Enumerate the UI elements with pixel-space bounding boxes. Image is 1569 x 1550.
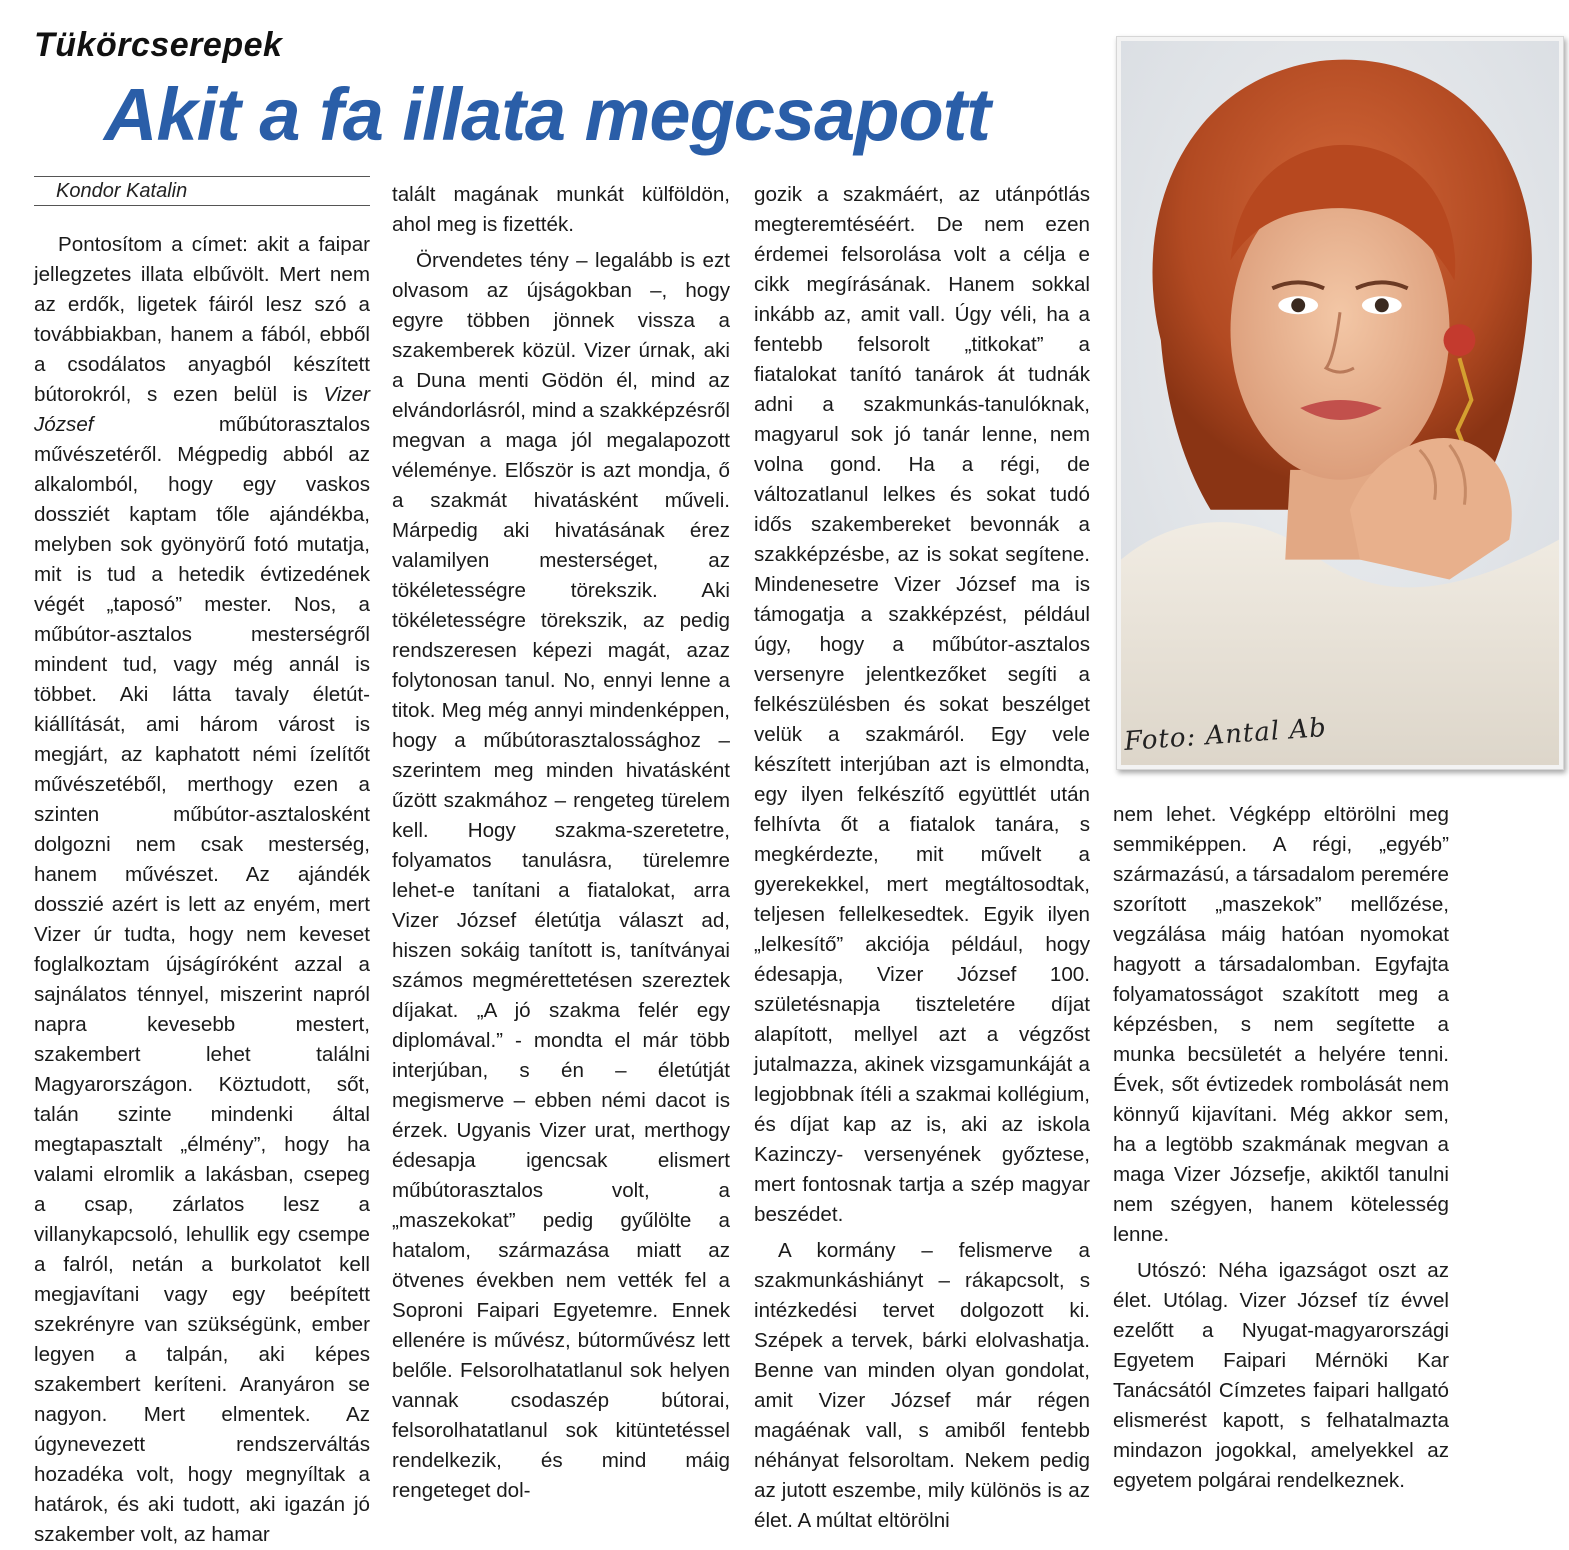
paragraph (34, 230, 370, 1550)
portrait-illustration (1121, 41, 1559, 765)
author-byline: Kondor Katalin (34, 176, 370, 206)
text-span: Pontosítom a címet: akit a faipar jellegzetes illata elbűvölt. Mert nem az erdők, ligetek fáiról lesz szó a továbbiakban, hanem a fából, ebből a csodálatos anyagból készített bútorokról, s ezen belül is (34, 233, 370, 406)
paragraph: Örvendetes tény – legalább is ezt olvasom az újságokban –, hogy egyre többen jönnek vissza a szakemberek közül. Vizer úrnak, aki a Duna menti Gödön él, mind az elvándorlásról, mind a szakképzésről megvan a maga jól megalapozott véleménye. Először is azt mondja, ő a szakmát hivatásként műveli. Márpedig aki hivatásának érez valamilyen mesterséget, az tökéletességre törekszik. Aki tökéletességre törekszik, az pedig rendszeresen képezi magát, azaz folytonosan tanul. No, ennyi lenne a titok. Meg még annyi mindenképpen, hogy a műbútorasztalossághoz – szerintem meg minden hivatásként űzött szakmához – rengeteg türelem kell. Hogy szakma-szeretetre, folyamatos tanulásra, türelemre lehet-e tanítani a fiatalokat, arra Vizer József életútja választ ad, hiszen sokáig tanított is, tanítványai számos megmérettetésen szereztek díjakat. „A jó szakma felér egy diplomával.” - mondta el már több interjúban, s én – életútját megismerve – ebben némi dacot is érzek. Ugyanis Vizer urat, merthogy édesapja igencsak elismert műbútorasztalos volt, a „maszekokat” pedig gyűlölte a hatalom, származása miatt az ötvenes években nem vették fel a Soproni Faipari Egyetemre. Ennek ellenére is művész, bútorművész lett belőle. Felsorolhatatlanul sok helyen vannak csodaszép bútorai, felsorolhatatlanul sok kitüntetéssel rendelkezik, és mind máig rengeteget dol- (392, 249, 730, 1502)
paragraph: talált magának munkát külföldön, ahol meg is fizették. (392, 183, 730, 236)
article-column-2 (392, 180, 730, 1530)
article-title: Akit a fa illata megcsapott (104, 73, 990, 156)
paragraph: nem lehet. Végképp eltörölni meg semmiképpen. A régi, „egyéb” származású, a társadalom peremére szorított „maszekok” mellőzése, vegzálása máig hatóan nyomokat hagyott a társadalomban. Egyfajta folyamatosságot szakított meg a képzésben, s nem segítette a munka becsületét a helyére tenni. Évek, sőt évtizedek rombolását nem könnyű kijavítani. Még akkor sem, ha a legtöbb szakmának megvan a maga Vizer Józsefje, akiktől tanulni nem szégyen, hanem kötelesség lenne. (1113, 803, 1449, 1246)
section-label: Tükörcserepek (34, 26, 283, 64)
photo-credit: Foto: Antal Ab (1123, 712, 1328, 758)
article-column-1 (34, 230, 370, 1546)
portrait-photo (1116, 36, 1564, 770)
name-emphasis: Vizer József (34, 383, 370, 436)
text-span: műbútorasztalos művészetéről. Mégpedig abból az alkalomból, hogy egy vaskos dossziét kaptam tőle ajándékba, melyben sok gyönyörű fotó mutatja, mit is tud a hetedik évtizedének végét „taposó” mester. Nos, a műbútor-asztalos mesterségről mindent tud, vagy még annál is többet. Aki látta tavaly életút-kiállítását, ami három várost is megjárt, az kaphatott némi ízelítőt művészetéből, merthogy ezen a szinten műbútor-asztalosként dolgozni nem csak mesterség, hanem művészet. Az ajándék dosszié azért is lett az enyém, mert Vizer úr tudta, hogy nem keveset foglalkoztam újságíróként azzal a sajnálatos ténnyel, miszerint napról napra kevesebb mestert, szakembert lehet találni Magyarországon. Köztudott, sőt, talán szinte mindenki által megtapasztalt „élmény”, hogy ha valami elromlik a lakásban, csepeg a csap, zárlatos lesz a villanykapcsoló, lehullik egy csempe a falról, netán a burkolatot kell megjavítani vagy egy beépített szekrényre van szükségünk, ember legyen a talpán, aki képes szakembert keríteni. Aranyáron se nagyon. Mert elmentek. Az úgynevezett rendszerváltás hozadéka volt, hogy megnyíltak a határok, és aki tudott, aki igazán jó szakember volt, az hamar (34, 413, 370, 1546)
article-column-3 (754, 180, 1090, 1530)
paragraph: Utószó: Néha igazságot oszt az élet. Utólag. Vizer József tíz évvel ezelőtt a Nyugat-magyarországi Egyetem Faipari Mérnöki Kar Tanácsától Címzetes faipari hallgató elismerést kapott, s felhatalmazta mindazon jogokkal, amelyekkel az egyetem polgárai rendelkeznek. (1113, 1259, 1449, 1492)
article-column-4 (1113, 800, 1449, 1530)
paragraph: gozik a szakmáért, az utánpótlás megteremtéséért. De nem ezen érdemei felsorolása volt a célja e cikk megírásának. Hanem sokkal inkább az, amit vall. Úgy véli, ha a fentebb felsorolt „titkokat” a fiatalokat tanító tanárok át tudnák adni a szakmunkás-tanulóknak, magyarul sok jó tanár lenne, nem volna gond. Ha a régi, de változatlanul lelkes és sokat tudó idős szakembereket bevonnák a szakképzésbe, az is sokat segítene. Mindenesetre Vizer József ma is támogatja a szakképzést, például úgy, hogy a műbútor-asztalos versenyre jelentkezőket segíti a felkészülésben és sokat beszélget velük a szakmáról. Egy vele készített interjúban azt is elmondta, egy ilyen felkészítő együttlét után felhívta őt a fiatalok tanára, s megkérdezte, mit művelt a gyerekekkel, mert megtáltosodtak, teljesen fellelkesedtek. Egyik ilyen „lelkesítő” akciója például, hogy édesapja, Vizer József 100. születésnapja tiszteletére díjat alapított, mellyel azt a végzőst jutalmazza, akinek vizsgamunkáját a legjobbnak ítéli a szakmai kollégium, és díjat kap az is, aki az iskola Kazinczy- versenyének győztese, mert fontosnak tartja a szép magyar beszédet. (754, 183, 1090, 1226)
paragraph: A kormány – felismerve a szakmunkáshiányt – rákapcsolt, s intézkedési tervet dolgozott ki. Szépek a tervek, bárki elolvashatja. Benne van minden olyan gondolat, amit Vizer József már régen magáénak vall, s amiből fentebb néhányat felsoroltam. Nekem pedig az jutott eszembe, mily különös is az élet. A múltat eltörölni (754, 1239, 1090, 1532)
